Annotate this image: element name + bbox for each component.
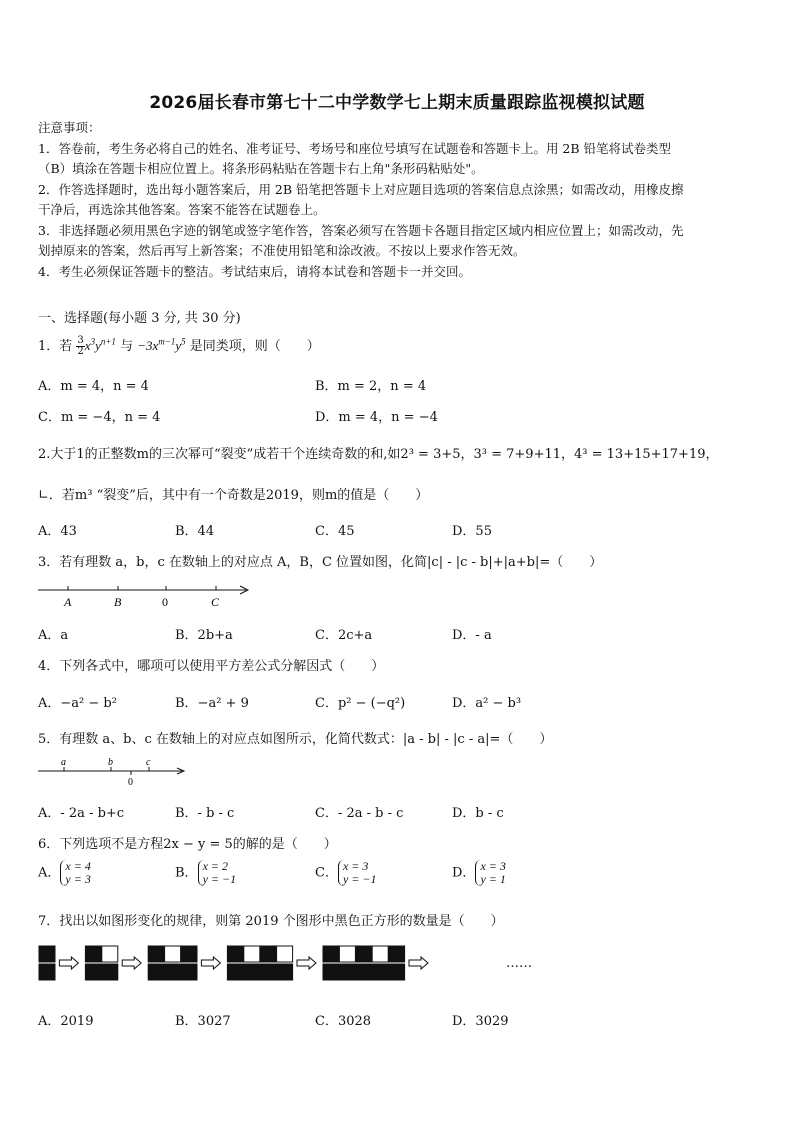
pattern-square — [181, 946, 197, 962]
pattern-square — [389, 964, 405, 980]
question-3: 3．若有理数 a，b，c 在数轴上的对应点 A，B，C 位置如图，化简|c| - |c - b|+|a+b|=（ ） — [38, 555, 603, 570]
q2-option-a[interactable]: A．43 — [38, 524, 77, 539]
q3-label-a: A — [64, 595, 72, 609]
pattern-square — [339, 946, 355, 962]
pattern-arrow-icon — [297, 957, 316, 969]
notice-line: （B）填涂在答题卡相应位置上。将条形码粘贴在答题卡右上角"条形码粘贴处"。 — [38, 161, 484, 176]
pattern-arrow-icon — [201, 957, 220, 969]
pattern-arrow-icon — [59, 957, 78, 969]
q5-option-d[interactable]: D．b - c — [452, 806, 504, 821]
q3-option-d[interactable]: D．- a — [452, 628, 492, 643]
q3-option-c[interactable]: C．2c+a — [315, 628, 373, 643]
pattern-square — [356, 946, 372, 962]
q6-option-b-letter: B． — [175, 865, 198, 881]
pattern-square — [277, 964, 293, 980]
pattern-square — [323, 946, 339, 962]
pattern-square — [323, 964, 339, 980]
pattern-square — [165, 946, 181, 962]
q2-option-d[interactable]: D．55 — [452, 524, 492, 539]
q7-option-a[interactable]: A．2019 — [38, 1014, 94, 1029]
q2-option-b[interactable]: B．44 — [175, 524, 215, 539]
q5-option-c[interactable]: C．- 2a - b - c — [315, 806, 404, 821]
q6-option-d[interactable] — [452, 860, 506, 886]
pattern-square — [102, 946, 118, 962]
q6-option-c-letter: C． — [315, 865, 338, 881]
q6-option-a-system: x = 4 y = 3 — [60, 860, 90, 886]
pattern-square — [372, 946, 388, 962]
notice-line: 1．答卷前，考生务必将自己的姓名、准考证号、考场号和座位号填写在试题卷和答题卡上。用 2B 铅笔将试卷类型 — [38, 140, 672, 156]
pattern-square — [85, 964, 101, 980]
q4-option-b[interactable]: B．−a² + 9 — [175, 696, 249, 711]
q1-mid: 与 — [120, 339, 134, 354]
pattern-square — [244, 964, 260, 980]
q6-option-c[interactable] — [315, 860, 376, 886]
q6-option-d-system: x = 3 y = 1 — [475, 860, 505, 886]
q5-label-a: a — [61, 757, 66, 768]
pattern-square — [260, 964, 276, 980]
q7-option-b[interactable]: B．3027 — [175, 1014, 231, 1029]
q6-option-a[interactable] — [38, 860, 91, 886]
q5-option-b[interactable]: B．- b - c — [175, 806, 235, 821]
q6-option-b-system: x = 2 y = −1 — [198, 860, 237, 886]
q3-label-b: B — [114, 595, 122, 609]
q7-pattern-figure — [38, 944, 538, 986]
question-4: 4．下列各式中，哪项可以使用平方差公式分解因式（ ） — [38, 659, 385, 674]
question-2-line2: ∟．若m³ “裂变”后，其中有一个奇数是2019，则m的值是（ ） — [38, 488, 429, 503]
notice-line: 2．作答选择题时，选出每小题答案后，用 2B 铅笔把答题卡上对应题目选项的答案信息点涂黑；如需改动，用橡皮擦 — [38, 181, 684, 197]
pattern-square — [39, 946, 55, 962]
q6-option-c-system: x = 3 y = −1 — [338, 860, 377, 886]
question-6: 6．下列选项不是方程2x − y = 5的解的是（ ） — [38, 837, 337, 852]
q7-option-c[interactable]: C．3028 — [315, 1014, 372, 1029]
q1-option-d[interactable]: D．m = 4，n = −4 — [315, 410, 438, 425]
q5-label-c: c — [146, 757, 151, 768]
q5-label-b: b — [108, 757, 113, 768]
q5-number-line — [38, 755, 188, 787]
q4-option-c[interactable]: C．p² − (−q²) — [315, 696, 406, 711]
q2-option-c[interactable]: C．45 — [315, 524, 355, 539]
q7-option-d[interactable]: D．3029 — [452, 1014, 509, 1029]
pattern-square — [389, 946, 405, 962]
notice-line: 划掉原来的答案，然后再写上新答案；不准使用铅笔和涂改液。不按以上要求作答无效。 — [38, 243, 526, 258]
pattern-square — [165, 964, 181, 980]
q6-option-a-letter: A． — [38, 865, 61, 881]
pattern-square — [39, 964, 55, 980]
q3-number-line — [38, 578, 258, 612]
question-7: 7．找出以如图形变化的规律，则第 2019 个图形中黑色正方形的数量是（ ） — [38, 914, 504, 929]
notice-heading: 注意事项： — [38, 120, 101, 135]
q1-prefix: 1．若 — [38, 339, 73, 354]
q6-option-b[interactable] — [175, 860, 236, 886]
exam-title: 2026届长春市第七十二中学数学七上期末质量跟踪监视模拟试题 — [149, 93, 645, 113]
q3-option-b[interactable]: B．2b+a — [175, 628, 233, 643]
q1-option-c[interactable]: C．m = −4，n = 4 — [38, 410, 161, 425]
pattern-square — [277, 946, 293, 962]
q1-fraction: $\frac{3}{2}$ — [77, 335, 84, 357]
pattern-square — [181, 964, 197, 980]
q7-ellipsis: …… — [506, 956, 532, 971]
q3-label-zero: 0 — [162, 595, 168, 609]
q4-option-d[interactable]: D．a² − b³ — [452, 696, 522, 711]
q1-suffix: 是同类项，则（ ） — [189, 339, 320, 354]
q3-option-a[interactable]: A．a — [38, 628, 69, 643]
pattern-square — [356, 964, 372, 980]
notice-line: 4．考生必须保证答题卡的整洁。考试结束后，请将本试卷和答题卡一并交回。 — [38, 263, 471, 279]
q5-option-a[interactable]: A．- 2a - b+c — [38, 806, 125, 821]
pattern-square — [244, 946, 260, 962]
notice-line: 3．非选择题必须用黑色字迹的钢笔或签字笔作答，答案必须写在答题卡各题目指定区域内相应位置上；如需改动，先 — [38, 222, 684, 238]
pattern-square — [85, 946, 101, 962]
pattern-square — [227, 964, 243, 980]
pattern-square — [148, 946, 164, 962]
section-heading: 一、选择题(每小题 3 分, 共 30 分) — [38, 311, 241, 326]
pattern-square — [339, 964, 355, 980]
notice-line: 干净后，再选涂其他答案。答案不能答在试题卷上。 — [38, 202, 326, 217]
pattern-square — [102, 964, 118, 980]
pattern-square — [227, 946, 243, 962]
q1-term2: $-3x^{m-1}y^5$ — [137, 336, 186, 353]
q3-label-c: C — [211, 595, 220, 609]
q1-option-b[interactable]: B．m = 2，n = 4 — [315, 379, 427, 394]
question-2-line1: 2.大于1的正整数m的三次幂可“裂变”成若干个连续奇数的和,如2³ = 3+5，3³ = 7+9+11，4³ = 13+15+17+19， — [38, 447, 719, 462]
pattern-square — [372, 964, 388, 980]
q5-label-zero: 0 — [128, 777, 133, 787]
pattern-square — [148, 964, 164, 980]
pattern-square — [260, 946, 276, 962]
pattern-arrow-icon — [409, 957, 428, 969]
question-1 — [38, 335, 320, 357]
q4-option-a[interactable]: A．−a² − b² — [38, 696, 117, 711]
q6-option-d-letter: D． — [452, 865, 476, 881]
question-5: 5．有理数 a、b、c 在数轴上的对应点如图所示，化简代数式：|a - b| - |c - a|=（ ） — [38, 732, 553, 747]
pattern-arrow-icon — [122, 957, 141, 969]
notice-block — [38, 118, 684, 282]
q1-term1: $x^3y^{n+1}$ — [84, 336, 116, 353]
q1-option-a[interactable]: A．m = 4，n = 4 — [38, 379, 149, 394]
